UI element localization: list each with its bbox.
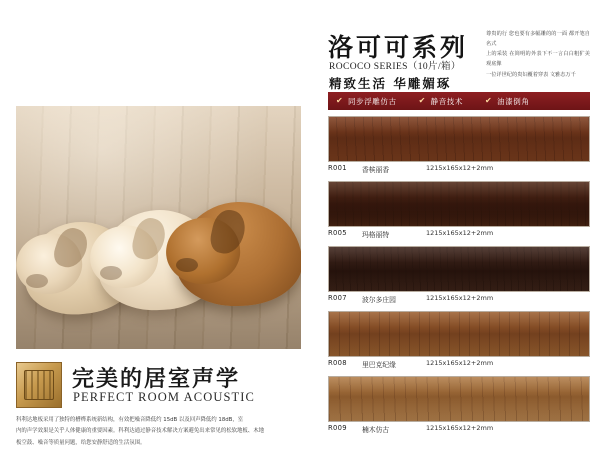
product-spec: 1215x165x12+2mm	[426, 229, 494, 237]
series-description-line: 上的采装 在简明的外表下不一言白白粗犷美观底像	[486, 51, 590, 67]
right-page-panel	[318, 0, 600, 444]
product-meta	[328, 359, 590, 370]
feature-item-embossed	[336, 96, 397, 107]
product-code: R001	[328, 164, 347, 172]
product-name: 波尔多庄园	[362, 296, 396, 304]
plank-sheen	[329, 182, 589, 226]
wood-emblem-icon	[16, 362, 62, 408]
product-code: R007	[328, 294, 347, 302]
product-meta	[328, 164, 590, 175]
product-name: 香槟丽香	[362, 166, 390, 174]
feature-label: 油漆倒角	[497, 96, 530, 106]
wood-emblem-glyph	[24, 370, 54, 400]
product-name: 玛格丽特	[362, 231, 390, 239]
series-description-line: 一位详世纪的贵妇覆着穿表 文雅态万千	[486, 71, 576, 78]
product-code: R009	[328, 424, 347, 432]
plank-sheen	[329, 247, 589, 291]
plank-swatch-r009	[328, 376, 590, 422]
plank-swatch-r008	[328, 311, 590, 357]
product-row	[328, 181, 590, 241]
series-description	[486, 30, 590, 81]
feature-item-bevel	[485, 96, 529, 107]
left-body-copy	[16, 416, 304, 450]
series-description-line: 尊贵的行 您也要有多幅雕的的一面 都开笔自名式	[486, 31, 590, 47]
product-spec: 1215x165x12+2mm	[426, 294, 494, 302]
series-tagline: 精致生活 华雕媚琢	[329, 76, 452, 91]
product-row	[328, 246, 590, 306]
feature-item-quiet	[419, 96, 463, 107]
brand-block	[16, 362, 302, 410]
left-body-line: 内的声学效果是关乎人体健康的重要因素。科利达通过静音技术解决方案避免出来常见的松软地板、木地	[16, 428, 264, 435]
plank-sheen	[329, 377, 589, 421]
check-icon: ✔	[336, 96, 344, 105]
feature-label: 静音技术	[430, 96, 464, 106]
product-spec: 1215x165x12+2mm	[426, 164, 494, 172]
puppy-left-snout	[26, 274, 48, 288]
product-spec: 1215x165x12+2mm	[426, 359, 494, 367]
product-code: R005	[328, 229, 347, 237]
feature-label: 同步浮雕仿古	[348, 96, 397, 106]
product-meta	[328, 294, 590, 305]
product-list	[328, 116, 590, 441]
series-title: 洛可可系列	[328, 33, 469, 62]
product-code: R008	[328, 359, 347, 367]
check-icon: ✔	[485, 96, 493, 105]
brand-subheadline: PERFECT ROOM ACOUSTIC	[73, 390, 255, 404]
plank-sheen	[329, 117, 589, 161]
puppies-photo	[16, 106, 301, 349]
product-row	[328, 311, 590, 371]
feature-bar	[328, 92, 590, 110]
product-row	[328, 376, 590, 436]
product-spec: 1215x165x12+2mm	[426, 424, 494, 432]
product-row	[328, 116, 590, 176]
left-body-line: 科利达地板采用了独特的槽榫系统新结构，有效把噪音降低约 15dB 以及回声降低约 18dB，室	[16, 417, 244, 423]
puppy-right-snout	[176, 258, 198, 272]
product-meta	[328, 229, 590, 240]
plank-sheen	[329, 312, 589, 356]
product-meta	[328, 424, 590, 435]
plank-swatch-r005	[328, 181, 590, 227]
brand-headline: 完美的居室声学	[72, 367, 241, 392]
left-body-line: 板空鼓、噪音等质量问题，给您安静舒适的生活氛围。	[16, 439, 146, 446]
product-name: 楠木仿古	[362, 426, 390, 434]
plank-swatch-r007	[328, 246, 590, 292]
check-icon: ✔	[418, 96, 426, 105]
puppy-middle-snout	[100, 266, 122, 280]
series-title-english: ROCOCO SERIES（10片/箱）	[329, 62, 461, 72]
product-name: 里巴克纪缘	[362, 361, 396, 369]
plank-swatch-r001	[328, 116, 590, 162]
